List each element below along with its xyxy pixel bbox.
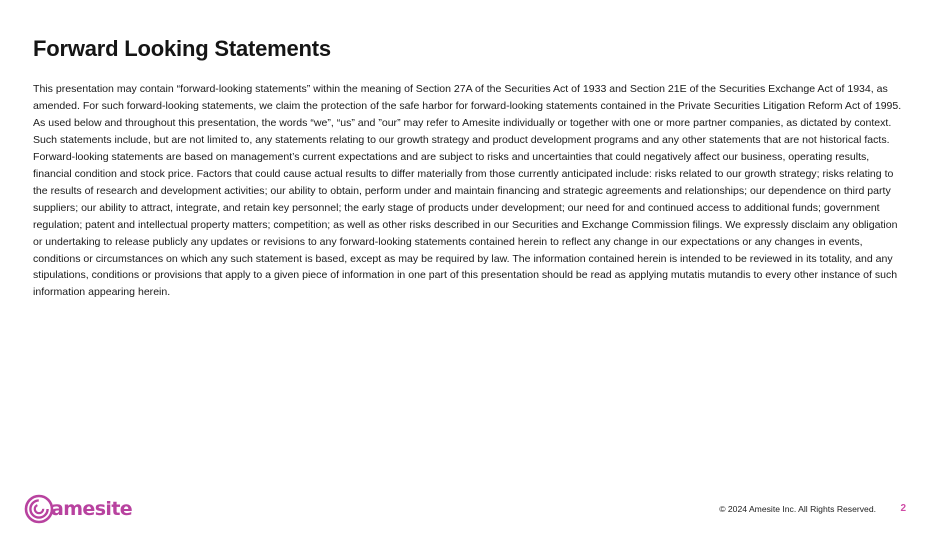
amesite-logo	[24, 494, 132, 524]
page-number: 2	[900, 503, 906, 514]
disclaimer-body: This presentation may contain “forward-looking statements” within the meaning of Section 27A of the Securities Act of 1933 and Section 21E of the Securities Exchange Act of 1934, as amended. For such forward-looking statements, we claim the protection of the safe harbor for forward-looking statements contained in the Private Securities Litigation Reform Act of 1995. As used below and throughout this presentation, the words “we”, “us” and ”our” may refer to Amesite individually or together with one or more partner companies, as dictated by context. Such statements include, but are not limited to, any statements relating to our growth strategy and product development programs and any other statements that are not historical facts. Forward-looking statements are based on management’s current expectations and are subject to risks and uncertainties that could negatively affect our business, operating results, financial condition and stock price. Factors that could cause actual results to differ materially from those currently anticipated include: risks related to our growth strategy; risks relating to the results of research and development activities; our ability to obtain, perform under and maintain financing and strategic agreements and relationships; our dependence on third party suppliers; our ability to attract, integrate, and retain key personnel; the early stage of products under development; our need for and continued access to additional funds; government regulation; patent and intellectual property matters; competition; as well as other risks described in our Securities and Exchange Commission filings. We expressly disclaim any obligation or undertaking to release publicly any updates or revisions to any forward-looking statements contained herein to reflect any change in our expectations or any changes in events, conditions or circumstances on which any such statement is based, except as may be required by law. The information contained herein is intended to be reviewed in its totality, and any stipulations, conditions or provisions that apply to a given piece of information in one part of this presentation should be read as applying mutatis mutandis to every other instance of such information appearing herein.	[33, 83, 902, 299]
page-title: Forward Looking Statements	[33, 36, 331, 61]
amesite-swirl-icon	[24, 494, 54, 524]
logo-wordmark: amesite	[51, 498, 133, 520]
copyright-notice: © 2024 Amesite Inc. All Rights Reserved.	[719, 504, 876, 514]
